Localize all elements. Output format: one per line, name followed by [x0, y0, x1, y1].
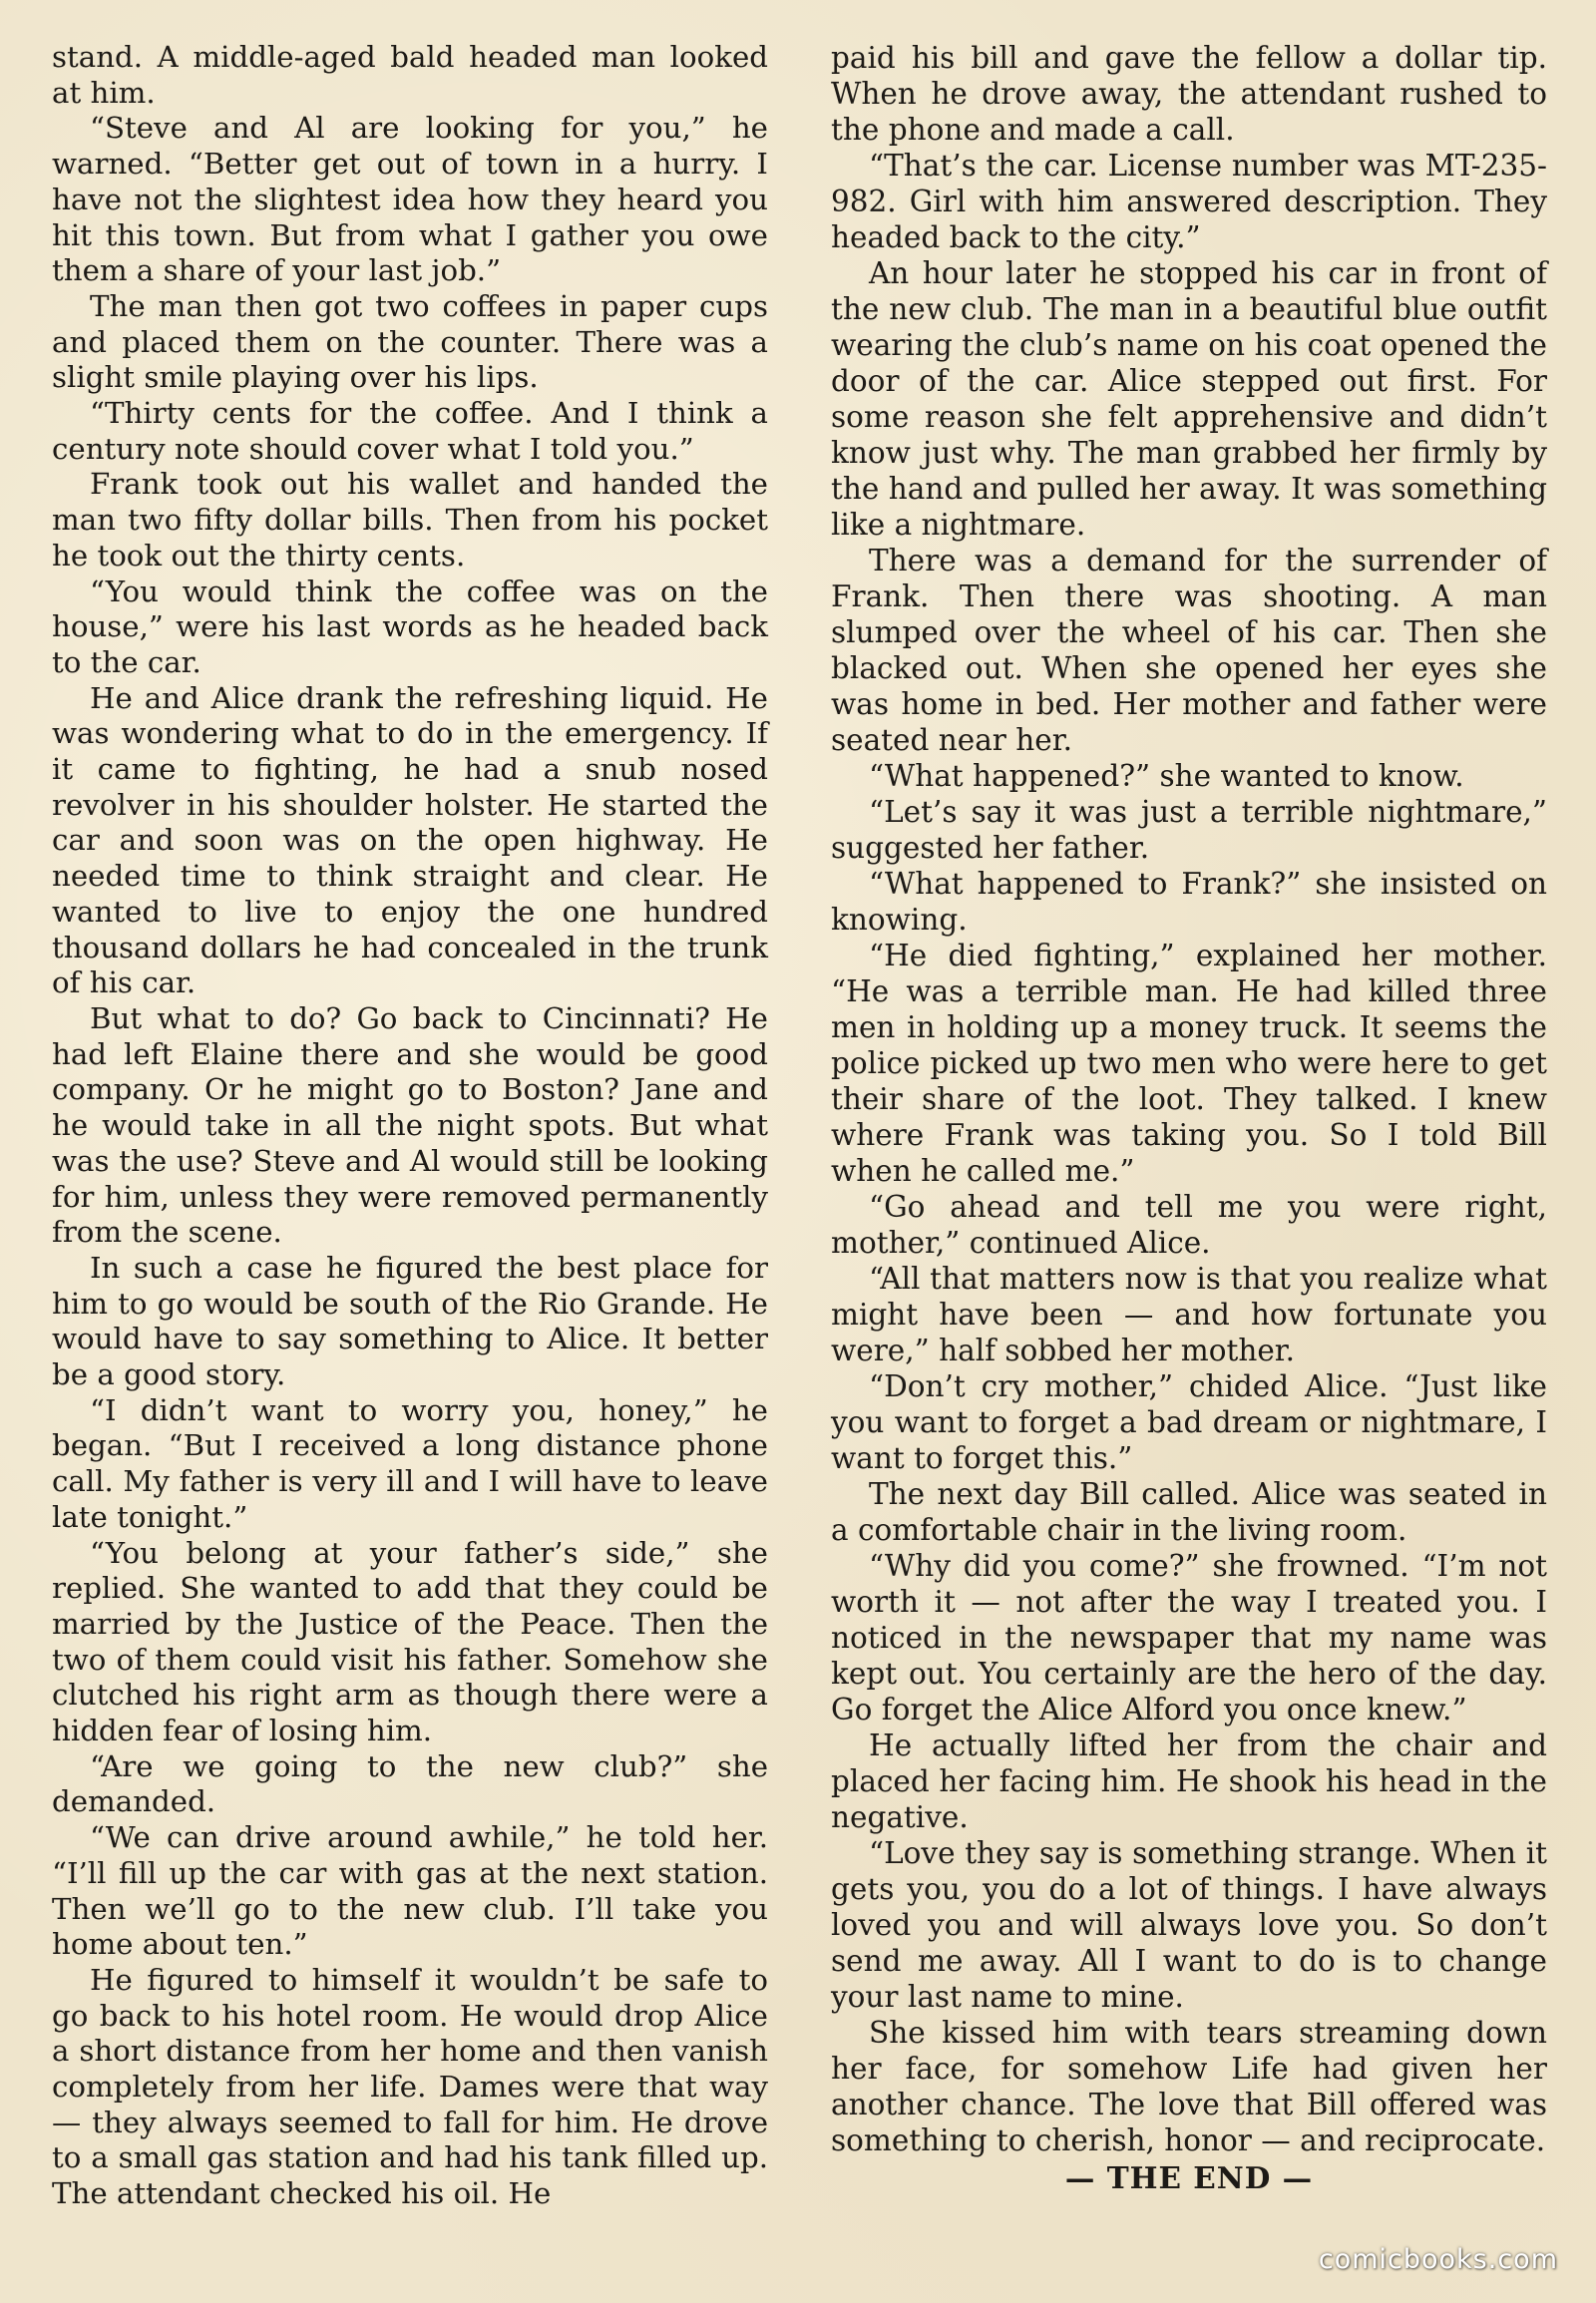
paragraph: “What happened to Frank?” she insisted on knowing.	[831, 867, 1547, 937]
site-watermark: comicbooks.com	[1318, 2244, 1558, 2275]
paragraph: paid his bill and gave the fellow a dollar tip. When he drove away, the attendant rushed to the phone and made a call.	[831, 41, 1547, 147]
paragraph: But what to do? Go back to Cincinnati? He had left Elaine there and she would be good company. Or he might go to Boston? Jane and he would take in all the night spots. But what was the use? Steve and Al would still be looking for him, unless they were removed permanently from the scene.	[52, 1000, 768, 1250]
paragraph: “Steve and Al are looking for you,” he warned. “Better get out of town in a hurry. I have not the slightest idea how they heard you hit this town. But from what I gather you owe them a share of your last job.”	[52, 111, 768, 288]
paragraph: “You would think the coffee was on the house,” were his last words as he headed back to the car.	[52, 574, 768, 679]
paragraph: “What happened?” she wanted to know.	[869, 759, 1464, 793]
paragraph: She kissed him with tears streaming down her face, for somehow Life had given her another chance. The love that Bill offered was something to cherish, honor — and reciprocate.	[831, 2016, 1547, 2157]
paragraph: He actually lifted her from the chair and placed her facing him. He shook his head in the negative.	[831, 1728, 1547, 1834]
paragraph: There was a demand for the surrender of Frank. Then there was shooting. A man slumped over the wheel of his car. Then she blacked out. When she opened her eyes she was home in bed. Her mother and father were seated near her.	[831, 544, 1547, 757]
paragraph: “You belong at your father’s side,” she replied. She wanted to add that they could be married by the Justice of the Peace. Then the two of them could visit his father. Somehow she clutched his right arm as though there were a hidden fear of losing him.	[52, 1535, 768, 1748]
paragraph: “Love they say is something strange. When it gets you, you do a lot of things. I have always loved you and will always love you. So don’t send me away. All I want to do is to change your last name to mine.	[831, 1836, 1547, 2014]
paragraph: “Are we going to the new club?” she demanded.	[52, 1748, 768, 1819]
paragraph: Frank took out his wallet and handed the man two fifty dollar bills. Then from his pocket he took out the thirty cents.	[52, 467, 768, 573]
paragraph: “All that matters now is that you realize what might have been — and how fortunate you were,” half sobbed her mother.	[831, 1262, 1547, 1367]
paragraph: In such a case he figured the best place for him to go would be south of the Rio Grande. He would have to say something to Alice. It better be a good story.	[52, 1250, 768, 1392]
paragraph: stand. A middle-aged bald headed man looked at him.	[52, 40, 768, 110]
paragraph: “Go ahead and tell me you were right, mother,” continued Alice.	[831, 1190, 1547, 1260]
paragraph: “Don’t cry mother,” chided Alice. “Just like you want to forget a bad dream or nightmare, I want to forget this.”	[831, 1369, 1547, 1475]
paragraph: An hour later he stopped his car in front of the new club. The man in a beautiful blue outfit wearing the club’s name on his coat opened the door of the car. Alice stepped out first. For some reason she felt apprehensive and didn’t know just why. The man grabbed her firmly by the hand and pulled her away. It was something like a nightmare.	[831, 256, 1547, 542]
paragraph: “Thirty cents for the coffee. And I think a century note should cover what I told you.”	[52, 396, 768, 466]
the-end-mark: — THE END —	[1064, 2160, 1314, 2195]
paragraph: “Let’s say it was just a terrible nightmare,” suggested her father.	[831, 795, 1547, 865]
paragraph: “He died fighting,” explained her mother. “He was a terrible man. He had killed three men in holding up a money truck. It seems the police picked up two men who were here to get their share of the loot. They talked. I knew where Frank was taking you. So I told Bill when he called me.”	[831, 939, 1547, 1188]
paragraph: “Why did you come?” she frowned. “I’m not worth it — not after the way I treated you. I noticed in the newspaper that my name was kept out. You certainly are the hero of the day. Go forget the Alice Alford you once knew.”	[831, 1549, 1547, 1727]
paragraph: He and Alice drank the refreshing liquid. He was wondering what to do in the emergency. If it came to fighting, he had a snub nosed revolver in his shoulder holster. He started the car and soon was on the open highway. He needed time to think straight and clear. He wanted to live to enjoy the one hundred thousand dollars he had concealed in the trunk of his car.	[52, 680, 768, 1000]
paragraph: “I didn’t want to worry you, honey,” he began. “But I received a long distance phone call. My father is very ill and I will have to leave late tonight.”	[52, 1392, 768, 1534]
right-column	[831, 40, 1547, 2196]
paragraph: The next day Bill called. Alice was seated in a comfortable chair in the living room.	[831, 1477, 1547, 1547]
left-column	[52, 40, 768, 2212]
paragraph: “We can drive around awhile,” he told her. “I’ll fill up the car with gas at the next station. Then we’ll go to the new club. I’ll take you home about ten.”	[52, 1820, 768, 1962]
paragraph: The man then got two coffees in paper cups and placed them on the counter. There was a slight smile playing over his lips.	[52, 288, 768, 395]
paragraph: He figured to himself it wouldn’t be safe to go back to his hotel room. He would drop Alice a short distance from her home and then vanish completely from her life. Dames were that way — they always seemed to fall for him. He drove to a small gas station and had his tank filled up. The attendant checked his oil. He	[52, 1962, 768, 2211]
paragraph: “That’s the car. License number was MT-235-982. Girl with him answered description. They headed back to the city.”	[831, 149, 1547, 254]
